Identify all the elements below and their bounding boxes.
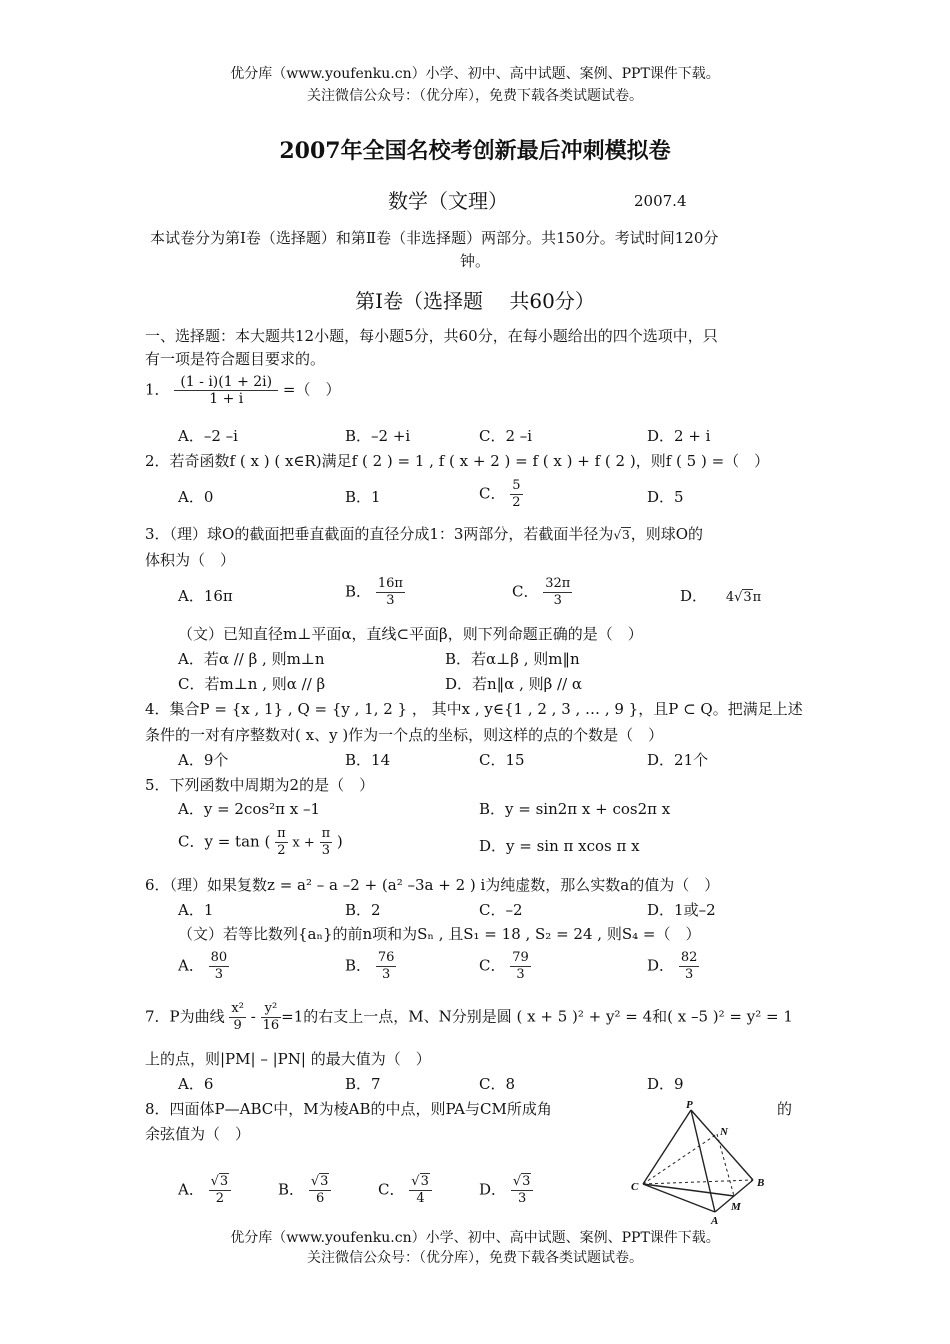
intro-line-1: 本试卷分为第Ⅰ卷（选择题）和第Ⅱ卷（非选择题）两部分。共150分。考试时间120分 [150, 229, 719, 247]
q6-option-c[interactable]: C．–2 [479, 901, 523, 919]
subject-title: 数学（文理） [388, 189, 508, 213]
header-line-2: 关注微信公众号：（优分库），免费下载各类试题试卷。 [307, 88, 643, 104]
q6-option-a[interactable]: A．1 [178, 901, 214, 919]
edge-pa [691, 1110, 715, 1212]
section-heading: 第Ⅰ卷（选择题 共60分） [355, 289, 595, 313]
q6-wen-option-c[interactable]: C． $\frac{79}{3}$ [479, 950, 529, 982]
q1-option-b[interactable]: B．–2 +i [345, 427, 411, 445]
label-a: A [711, 1215, 719, 1227]
q2-option-d[interactable]: D．5 [647, 488, 684, 506]
q4-option-b[interactable]: B．14 [345, 751, 391, 769]
question-7-line-1: 7．P为曲线 $\frac{\text{x²}}{9}$ - $\frac{\text{y²}}{16}$ =1的右支上一点，M、N分别是圆 ( x + 5 )² + y² = 4和( x –5 )² = y² = 1 [145, 1001, 793, 1033]
q7-option-b[interactable]: B．7 [345, 1075, 381, 1093]
q5-option-b[interactable]: B．y = sin2π x + cos2π x [479, 800, 671, 818]
exam-date: 2007.4 [634, 192, 687, 210]
tetrahedron-figure [625, 1098, 775, 1230]
instructions-line-1: 一、选择题：本大题共12小题，每小题5分，共60分，在每小题给出的四个选项中，只 [145, 327, 718, 345]
header-line-1: 优分库（www.youfenku.cn）小学、初中、高中试题、案例、PPT课件下载。 [230, 66, 720, 82]
q8-option-a[interactable]: A． $\frac{√3}{2}$ [178, 1174, 231, 1207]
q1-option-d[interactable]: D．2 + i [647, 427, 711, 445]
q7-option-c[interactable]: C．8 [479, 1075, 516, 1093]
question-2: 2．若奇函数f ( x ) ( x∈R)满足f ( 2 ) = 1 , f ( x + 2 ) = f ( x ) + f ( 2 )，则f ( 5 ) =（ ） [145, 452, 770, 470]
q4-option-c[interactable]: C．15 [479, 751, 525, 769]
instructions-line-2: 有一项是符合题目要求的。 [145, 350, 326, 368]
edge-cb-hidden [643, 1180, 753, 1184]
question-5: 5．下列函数中周期为2的是（ ） [145, 776, 375, 794]
question-1: 1． $\frac{(1 - i)(1 + 2i)}{1 + i}$ =（ ） [145, 374, 341, 407]
q2-option-b[interactable]: B．1 [345, 488, 381, 506]
q3-wen-option-c[interactable]: C．若m⊥n , 则α // β [178, 675, 326, 693]
q5-option-a[interactable]: A．y = 2cos²π x –1 [178, 800, 320, 818]
q7-option-d[interactable]: D．9 [647, 1075, 684, 1093]
intro-line-2: 钟。 [459, 252, 490, 270]
q4-option-d[interactable]: D．21个 [647, 751, 709, 769]
question-4-line-1: 4．集合P = {x , 1} , Q = {y , 1, 2 } ， 其中x , y∈{1 , 2 , 3 , … , 9 }，且P ⊂ Q。把满足上述 [145, 700, 803, 718]
edge-pb [691, 1110, 753, 1180]
q3-option-d[interactable]: D． 4√3π [680, 587, 762, 605]
question-3-line-1: 3．（理）球O的截面把垂直截面的直径分成1：3两部分，若截面半径为√3，则球O的 [145, 525, 704, 543]
question-8-line-1b: 的 [777, 1100, 793, 1118]
question-7-line-2: 上的点，则|PM| – |PN| 的最大值为（ ） [145, 1050, 431, 1068]
page-title: 2007年全国名校考创新最后冲刺模拟卷 [279, 138, 671, 164]
footer-line-2: 关注微信公众号：（优分库），免费下载各类试题试卷。 [307, 1250, 643, 1266]
question-8-line-1a: 8．四面体P—ABC中，M为棱AB的中点，则PA与CM所成角 [145, 1100, 552, 1118]
q3-option-c[interactable]: C． $\frac{32\pi}{3}$ [512, 576, 571, 608]
q2-option-c[interactable]: C． $\frac{5}{2}$ [479, 478, 521, 510]
label-p: P [686, 1099, 693, 1111]
edge-pc [643, 1110, 691, 1184]
q8-option-b[interactable]: B． $\frac{√3}{6}$ [278, 1174, 331, 1207]
label-b: B [757, 1177, 765, 1189]
q8-option-d[interactable]: D． $\frac{√3}{3}$ [479, 1174, 533, 1207]
q1-fraction: $\frac{(1 - i)(1 + 2i)}{1 + i}$ [174, 374, 278, 407]
label-c: C [631, 1181, 639, 1193]
q6-wen-option-a[interactable]: A． $\frac{80}{3}$ [178, 950, 228, 982]
q3-option-a[interactable]: A．16π [178, 587, 233, 605]
q6-wen-option-d[interactable]: D． $\frac{82}{3}$ [647, 950, 698, 982]
q3-wen-option-b[interactable]: B．若α⊥β , 则m‖n [445, 650, 580, 668]
q8-option-c[interactable]: C． $\frac{√3}{4}$ [378, 1174, 432, 1207]
label-m: M [731, 1201, 741, 1213]
q7-option-a[interactable]: A．6 [178, 1075, 214, 1093]
q3-wen-option-d[interactable]: D．若n‖α , 则β // α [445, 675, 583, 693]
line-cn-hidden [643, 1134, 717, 1184]
q6-option-b[interactable]: B．2 [345, 901, 381, 919]
q5-option-c[interactable]: C．y = tan ( $\frac{\pi}{2}$ x + $\frac{\pi}{3}$ ) [178, 826, 343, 858]
question-4-line-2: 条件的一对有序整数对( x、y )作为一个点的坐标，则这样的点的个数是（ ） [145, 726, 664, 744]
footer-line-1: 优分库（www.youfenku.cn）小学、初中、高中试题、案例、PPT课件下载。 [230, 1230, 720, 1246]
q1-option-a[interactable]: A．–2 –i [178, 427, 238, 445]
q3-option-b[interactable]: B． $\frac{16\pi}{3}$ [345, 576, 403, 608]
q2-option-c-fraction: $\frac{5}{2}$ [512, 478, 521, 510]
q6-wen-option-b[interactable]: B． $\frac{76}{3}$ [345, 950, 395, 982]
q1-option-c[interactable]: C．2 –i [479, 427, 533, 445]
question-6-li: 6．（理）如果复数z = a² – a –2 + (a² –3a + 2 ) i为纯虚数，那么实数a的值为（ ） [145, 876, 720, 894]
q2-option-a[interactable]: A．0 [178, 488, 214, 506]
question-8-line-2: 余弦值为（ ） [145, 1125, 251, 1143]
question-3-line-2: 体积为（ ） [145, 551, 236, 569]
q4-option-a[interactable]: A．9个 [178, 751, 229, 769]
q6-option-d[interactable]: D．1或–2 [647, 901, 716, 919]
q3-wen-option-a[interactable]: A．若α // β , 则m⊥n [178, 650, 325, 668]
q5-option-d[interactable]: D．y = sin π xcos π x [479, 837, 640, 855]
question-3-wen: （文）已知直径m⊥平面α，直线⊂平面β，则下列命题正确的是（ ） [178, 625, 643, 643]
label-n: N [720, 1126, 728, 1138]
question-6-wen: （文）若等比数列{aₙ}的前n项和为Sₙ , 且S₁ = 18 , S₂ = 24 , 则S₄ =（ ） [178, 925, 701, 943]
line-nm-hidden [717, 1134, 734, 1196]
